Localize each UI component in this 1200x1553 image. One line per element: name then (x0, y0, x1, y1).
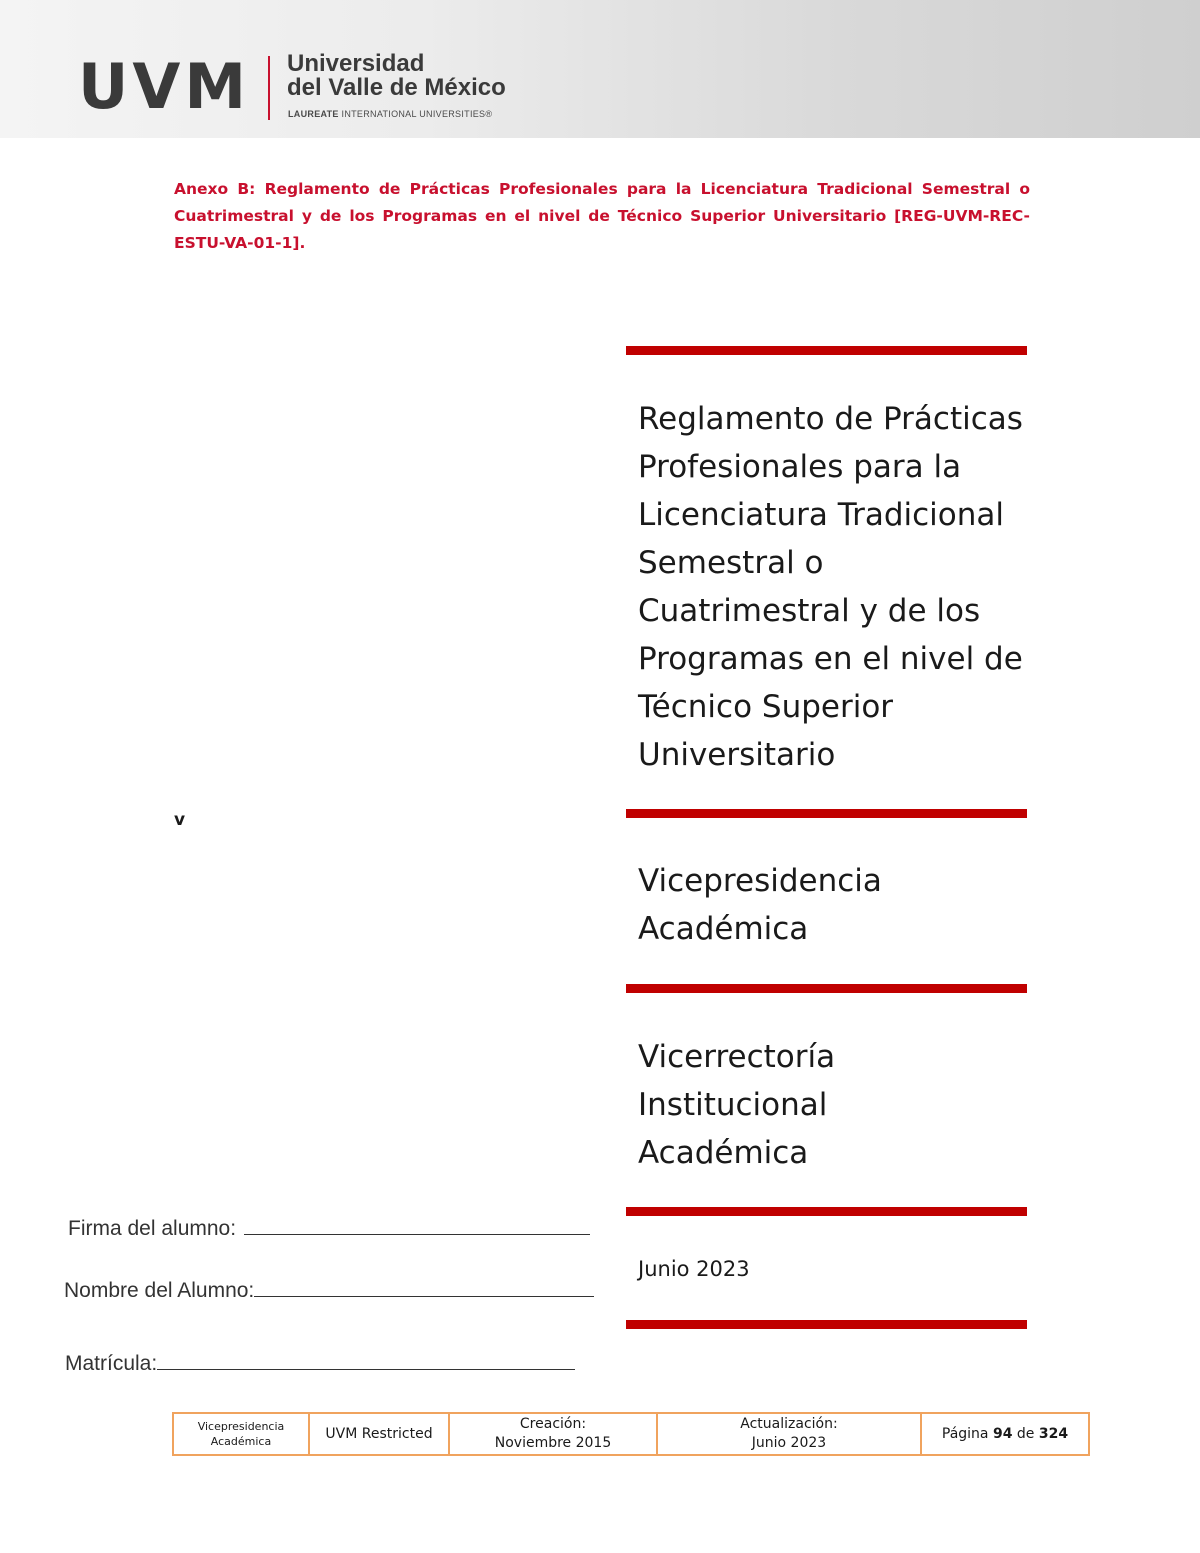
annex-heading: Anexo B: Reglamento de Prácticas Profesionales para la Licenciatura Tradicional Semestral o Cuatrimestral y de los Programas en el nivel de Técnico Superior Universitario [REG-UVM-REC-ESTU-VA-01-1]. (174, 180, 1030, 252)
footer-page-label: Página (941, 1425, 989, 1442)
institution-name-line-2: del Valle de México (287, 74, 506, 101)
footer-updated-label: Actualización: (740, 1416, 838, 1432)
footer-created-label: Creación: (519, 1416, 587, 1432)
footer-department: Vicepresidencia Académica (173, 1413, 309, 1455)
footer-page-current: 94 (992, 1425, 1013, 1442)
cover-org-vicerrectoria: Vicerrectoría Institucional Académica (638, 1039, 836, 1171)
red-rule-5 (626, 1320, 1027, 1329)
red-rule-2 (626, 809, 1027, 818)
footer-page-of: de (1016, 1425, 1035, 1442)
uvm-logo-mark: UVM (78, 50, 251, 123)
cover-title: Reglamento de Prácticas Profesionales para la Licenciatura Tradicional Semestral o Cuatrimestral y de los Programas en el nivel de Técnico Superior Universitario (638, 401, 1023, 773)
footer-page-total: 324 (1038, 1425, 1069, 1442)
footer-row (173, 1413, 1089, 1455)
student-name-label: Nombre del Alumno: (64, 1279, 255, 1302)
student-name-field[interactable] (64, 1276, 594, 1303)
footer-created (449, 1413, 657, 1455)
footer-created-value: Noviembre 2015 (494, 1435, 612, 1451)
signature-line[interactable] (244, 1214, 590, 1235)
institution-name-line-1: Universidad (287, 50, 425, 77)
footer-page-number (921, 1413, 1089, 1455)
red-rule-3 (626, 984, 1027, 993)
student-id-label: Matrícula: (65, 1352, 158, 1375)
signature-field[interactable] (68, 1214, 590, 1241)
student-id-field[interactable] (65, 1349, 575, 1376)
student-id-line[interactable] (157, 1349, 575, 1370)
student-name-line[interactable] (254, 1276, 594, 1297)
stray-letter: v (174, 810, 186, 830)
footer-table (172, 1412, 1090, 1456)
cover-date: Junio 2023 (638, 1257, 750, 1281)
tagline-bold: LAUREATE (288, 109, 339, 119)
tagline-rest: INTERNATIONAL UNIVERSITIES® (338, 109, 493, 119)
footer-updated-value: Junio 2023 (751, 1435, 827, 1451)
cover-org-vicepresidencia: Vicepresidencia Académica (638, 863, 882, 947)
footer-classification: UVM Restricted (309, 1413, 449, 1455)
logo-divider (268, 56, 270, 120)
red-rule-4 (626, 1207, 1027, 1216)
red-rule-1 (626, 346, 1027, 355)
footer-updated (657, 1413, 921, 1455)
logo-tagline (288, 109, 492, 120)
header-banner (0, 0, 1200, 138)
signature-label: Firma del alumno: (68, 1217, 237, 1240)
